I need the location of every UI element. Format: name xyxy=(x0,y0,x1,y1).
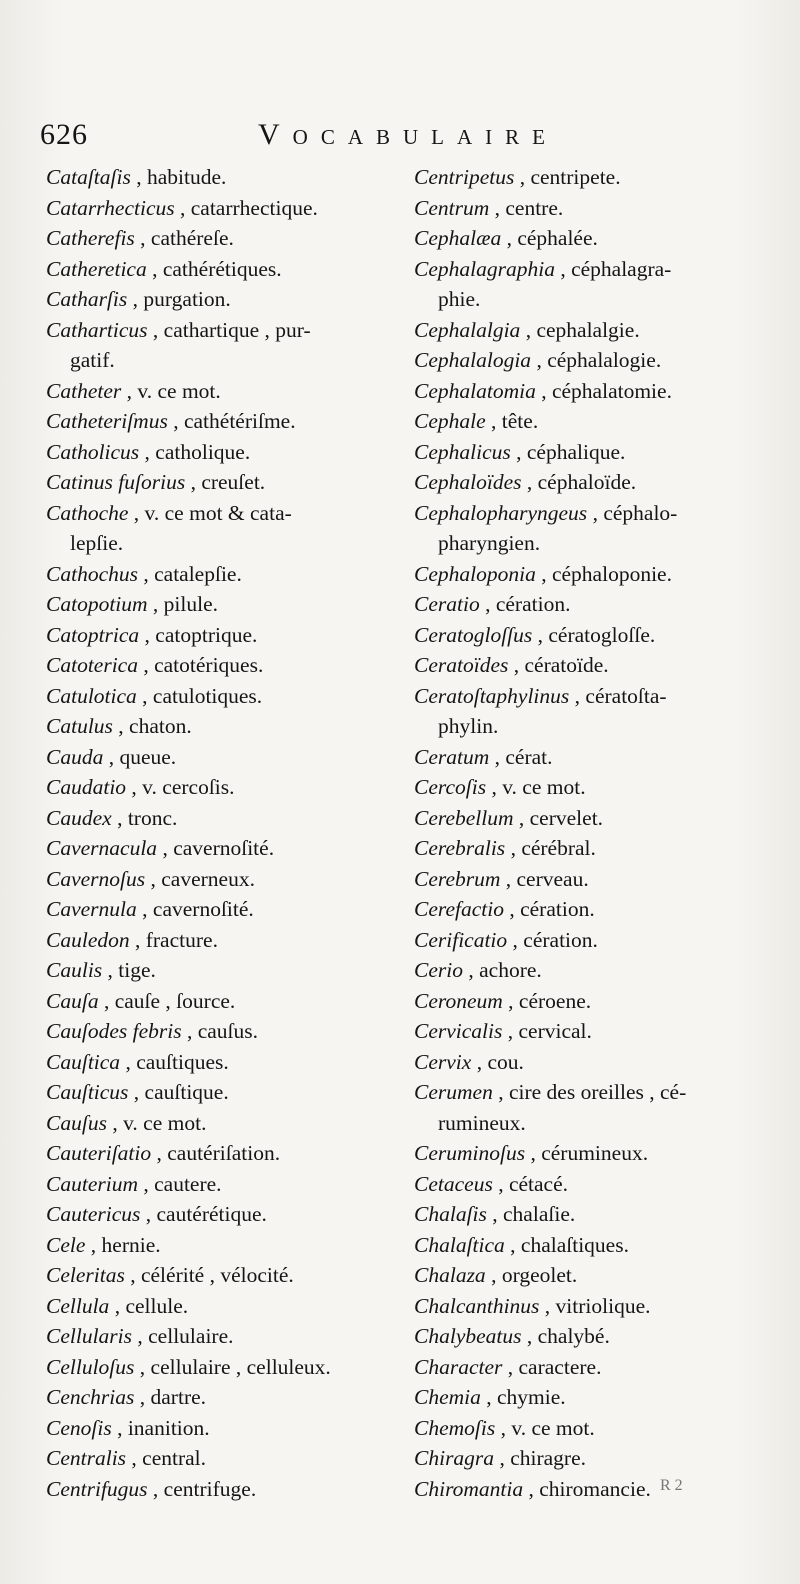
entry-definition: , cauſe , ſource. xyxy=(98,988,236,1013)
entry-definition: rumineux. xyxy=(438,1110,526,1135)
dictionary-entry xyxy=(46,528,406,559)
entry-term: Cerefactio xyxy=(414,897,504,921)
entry-definition: , cathartique , pur- xyxy=(147,317,311,342)
entry-definition: , cephalalgie. xyxy=(520,317,640,342)
entry-definition: , tête. xyxy=(485,409,539,433)
entry-term: Ceroneum xyxy=(414,988,503,1013)
entry-definition: , cération. xyxy=(479,592,571,616)
entry-definition: , célérité , vélocité. xyxy=(124,1263,294,1287)
entry-term: Ceratio xyxy=(414,592,480,616)
entry-term: Cauſodes febris xyxy=(46,1019,182,1043)
dictionary-entry xyxy=(46,620,406,651)
entry-definition: , v. cercoſis. xyxy=(126,775,235,799)
entry-definition: , dartre. xyxy=(134,1385,207,1409)
dictionary-entry xyxy=(414,772,776,803)
entry-definition: , cérumineux. xyxy=(525,1141,649,1165)
entry-term: Cathoche xyxy=(46,500,129,525)
entry-term: Cephaloïdes xyxy=(414,470,522,494)
dictionary-entry xyxy=(414,284,776,315)
dictionary-entry xyxy=(46,894,406,925)
entry-definition: , cautériſation. xyxy=(151,1141,281,1165)
entry-definition: , céphalique. xyxy=(510,439,626,464)
entry-definition: , cellulaire , celluleux. xyxy=(134,1354,331,1379)
dictionary-entry xyxy=(414,650,776,681)
entry-term: Cephalæa xyxy=(414,226,502,250)
entry-definition: phylin. xyxy=(438,714,499,738)
dictionary-entry xyxy=(414,1321,776,1352)
entry-term: Cathochus xyxy=(46,561,138,586)
entry-term: Chalybeatus xyxy=(414,1324,522,1348)
dictionary-entry xyxy=(46,345,406,376)
page-header xyxy=(40,118,770,158)
entry-term: Cauledon xyxy=(46,927,130,952)
entry-definition: , cauſus. xyxy=(181,1019,259,1043)
entry-definition: , céphalée. xyxy=(501,226,598,250)
entry-definition: , cauſtique. xyxy=(128,1080,229,1104)
entry-term: Cephaloponia xyxy=(414,561,536,586)
entry-definition: , purgation. xyxy=(127,287,231,311)
dictionary-entry xyxy=(414,925,776,956)
entry-term: Chalaſis xyxy=(414,1202,487,1226)
dictionary-entry xyxy=(414,498,776,529)
entry-term: Catheter xyxy=(46,378,122,403)
dictionary-entry xyxy=(46,803,406,834)
dictionary-entry xyxy=(414,1382,776,1413)
entry-definition: , centripete. xyxy=(514,165,621,189)
entry-term: Cephalalgia xyxy=(414,317,521,342)
entry-term: Cataſtaſis xyxy=(46,165,131,189)
entry-definition: , catholique. xyxy=(139,439,251,464)
running-title: Vocabulaire xyxy=(258,118,558,151)
entry-term: Ceratum xyxy=(414,744,490,769)
entry-definition: , catoptrique. xyxy=(139,622,258,647)
dictionary-entry xyxy=(46,955,406,986)
entry-term: Chalaſtica xyxy=(414,1232,505,1257)
entry-term: Celluloſus xyxy=(46,1354,135,1379)
dictionary-entry xyxy=(46,559,406,590)
dictionary-entry xyxy=(414,1169,776,1200)
entry-definition: , centrifuge. xyxy=(147,1476,257,1501)
signature-mark: R 2 xyxy=(660,1477,683,1494)
dictionary-entry xyxy=(46,376,406,407)
entry-term: Cephalatomia xyxy=(414,378,536,403)
entry-term: Cerificatio xyxy=(414,927,508,952)
entry-term: Catherefis xyxy=(46,226,135,250)
entry-definition: gatif. xyxy=(70,348,115,372)
dictionary-entry xyxy=(46,1077,406,1108)
entry-term: Cauteriſatio xyxy=(46,1141,152,1165)
entry-definition: , cavernoſité. xyxy=(136,897,254,921)
entry-definition: , v. ce mot & cata- xyxy=(128,500,292,525)
entry-term: Catarrhecticus xyxy=(46,195,175,220)
entry-term: Caudex xyxy=(46,805,112,830)
dictionary-entry xyxy=(46,315,406,346)
entry-definition: , céphalalogie. xyxy=(531,348,662,372)
entry-definition: , cathéreſe. xyxy=(134,226,234,250)
dictionary-entry xyxy=(414,254,776,285)
entry-definition: , catarrhectique. xyxy=(174,195,318,220)
dictionary-entry xyxy=(46,1260,406,1291)
entry-term: Chiromantia xyxy=(414,1476,524,1501)
entry-term: Catoterica xyxy=(46,653,138,677)
dictionary-entry xyxy=(414,315,776,346)
entry-term: Ceratogloſſus xyxy=(414,622,533,647)
entry-term: Catharſis xyxy=(46,287,128,311)
entry-definition: , cérébral. xyxy=(505,836,596,860)
entry-definition: , céphalagra- xyxy=(554,256,672,281)
entry-definition: , cauſtiques. xyxy=(120,1049,229,1074)
entry-term: Centrifugus xyxy=(46,1476,148,1501)
entry-term: Cavernacula xyxy=(46,836,158,860)
entry-term: Cele xyxy=(46,1232,86,1257)
dictionary-entry xyxy=(46,1443,406,1474)
dictionary-entry xyxy=(414,955,776,986)
entry-term: Caudatio xyxy=(46,775,127,799)
dictionary-entry xyxy=(46,437,406,468)
entry-term: Catulotica xyxy=(46,683,137,708)
entry-term: Cauda xyxy=(46,744,104,769)
entry-term: Catopotium xyxy=(46,592,148,616)
entry-definition: , céphaloponie. xyxy=(535,561,672,586)
entry-definition: , central. xyxy=(126,1446,207,1470)
dictionary-entry xyxy=(414,711,776,742)
entry-definition: , v. ce mot. xyxy=(495,1415,595,1440)
entry-term: Cervicalis xyxy=(414,1019,503,1043)
entry-definition: , caractere. xyxy=(502,1354,602,1379)
entry-term: Ceratoïdes xyxy=(414,653,509,677)
entry-definition: , centre. xyxy=(489,195,564,220)
dictionary-entry xyxy=(46,681,406,712)
entry-term: Chalcanthinus xyxy=(414,1293,540,1318)
entry-definition: , cellule. xyxy=(109,1293,189,1318)
entry-definition: pharyngien. xyxy=(438,531,541,555)
entry-term: Cephalicus xyxy=(414,439,511,464)
entry-term: Cerebralis xyxy=(414,836,506,860)
entry-definition: , catulotiques. xyxy=(136,683,263,708)
entry-definition: , achore. xyxy=(462,958,542,982)
entry-term: Cervix xyxy=(414,1049,472,1074)
entry-term: Centrum xyxy=(414,195,490,220)
entry-definition: , cathérétiques. xyxy=(146,256,282,281)
dictionary-entry xyxy=(414,406,776,437)
dictionary-entry xyxy=(46,1230,406,1261)
entry-definition: , cellulaire. xyxy=(132,1324,234,1348)
page-number: 626 xyxy=(40,118,88,151)
dictionary-entry xyxy=(414,986,776,1017)
right-column xyxy=(414,162,776,1504)
dictionary-entry xyxy=(46,254,406,285)
dictionary-entry xyxy=(414,1138,776,1169)
entry-term: Caulis xyxy=(46,958,103,982)
dictionary-entry xyxy=(414,894,776,925)
entry-term: Cetaceus xyxy=(414,1171,493,1196)
entry-definition: , orgeolet. xyxy=(485,1263,578,1287)
entry-definition: , cavernoſité. xyxy=(157,836,275,860)
entry-definition: , céroene. xyxy=(502,988,592,1013)
entry-definition: , céphaloïde. xyxy=(521,470,637,494)
dictionary-entry xyxy=(414,1352,776,1383)
entry-definition: , cératoſta- xyxy=(569,683,667,708)
dictionary-entry xyxy=(46,223,406,254)
dictionary-entry xyxy=(414,528,776,559)
entry-definition: , caverneux. xyxy=(145,866,255,891)
entry-definition: , chymie. xyxy=(480,1385,566,1409)
dictionary-entry xyxy=(414,345,776,376)
left-column xyxy=(46,162,406,1504)
dictionary-entry xyxy=(414,681,776,712)
dictionary-entry xyxy=(414,376,776,407)
dictionary-entry xyxy=(46,1199,406,1230)
entry-definition: , cerveau. xyxy=(500,866,589,891)
dictionary-entry xyxy=(46,772,406,803)
entry-definition: , cautere. xyxy=(137,1171,222,1196)
entry-definition: , cérat. xyxy=(489,744,553,769)
entry-definition: , cautérétique. xyxy=(140,1202,267,1226)
entry-term: Cephalagraphia xyxy=(414,256,555,281)
dictionary-entry xyxy=(414,1199,776,1230)
entry-definition: , catotériques. xyxy=(137,653,264,677)
entry-term: Chiragra xyxy=(414,1446,495,1470)
entry-term: Cellularis xyxy=(46,1324,133,1348)
entry-term: Centralis xyxy=(46,1446,127,1470)
dictionary-entry xyxy=(46,1291,406,1322)
dictionary-entry xyxy=(46,589,406,620)
dictionary-entry xyxy=(414,193,776,224)
dictionary-entry xyxy=(46,1047,406,1078)
dictionary-entry xyxy=(46,498,406,529)
entry-term: Cephalopharyngeus xyxy=(414,500,588,525)
entry-term: Celeritas xyxy=(46,1263,125,1287)
entry-term: Chemoſis xyxy=(414,1415,496,1440)
entry-definition: phie. xyxy=(438,287,481,311)
entry-definition: , v. ce mot. xyxy=(121,378,221,403)
entry-definition: , chiromancie. xyxy=(523,1476,651,1501)
entry-definition: , pilule. xyxy=(147,592,219,616)
entry-definition: , chalybé. xyxy=(521,1324,610,1348)
entry-term: Chalaza xyxy=(414,1263,486,1287)
dictionary-entry xyxy=(46,1108,406,1139)
dictionary-entry xyxy=(414,437,776,468)
entry-term: Catheretica xyxy=(46,256,147,281)
entry-definition: , inanition. xyxy=(111,1415,210,1440)
dictionary-entry xyxy=(46,1016,406,1047)
dictionary-entry xyxy=(46,925,406,956)
entry-definition: , v. ce mot. xyxy=(106,1110,207,1135)
dictionary-entry xyxy=(414,803,776,834)
entry-term: Cauſticus xyxy=(46,1080,129,1104)
entry-term: Centripetus xyxy=(414,165,515,189)
entry-term: Catinus fuſorius xyxy=(46,470,186,494)
dictionary-entry xyxy=(414,1413,776,1444)
dictionary-entry xyxy=(46,162,406,193)
entry-definition: , creuſet. xyxy=(185,470,266,494)
dictionary-entry xyxy=(46,193,406,224)
entry-term: Cauſtica xyxy=(46,1049,121,1074)
entry-definition: , chalaſie. xyxy=(486,1202,576,1226)
dictionary-entry xyxy=(414,589,776,620)
entry-definition: , céphalo- xyxy=(587,500,678,525)
dictionary-entry xyxy=(46,467,406,498)
dictionary-entry xyxy=(46,864,406,895)
dictionary-entry xyxy=(46,833,406,864)
entry-term: Catholicus xyxy=(46,439,140,464)
entry-term: Cephalalogia xyxy=(414,348,532,372)
entry-definition: , chalaſtiques. xyxy=(504,1232,629,1257)
dictionary-entry xyxy=(46,1352,406,1383)
entry-term: Cellula xyxy=(46,1293,110,1318)
entry-term: Cavernula xyxy=(46,897,137,921)
entry-definition: , cou. xyxy=(471,1049,524,1074)
dictionary-entry xyxy=(46,406,406,437)
entry-term: Catharticus xyxy=(46,317,148,342)
dictionary-entry xyxy=(414,833,776,864)
dictionary-entry xyxy=(46,284,406,315)
entry-definition: , cire des oreilles , cé- xyxy=(492,1080,687,1104)
entry-definition: , v. ce mot. xyxy=(486,775,586,799)
dictionary-entry xyxy=(46,742,406,773)
entry-term: Cephale xyxy=(414,409,486,433)
entry-definition: , fracture. xyxy=(129,927,218,952)
dictionary-entry xyxy=(46,1321,406,1352)
dictionary-entry xyxy=(414,1260,776,1291)
entry-term: Cauſa xyxy=(46,988,99,1013)
dictionary-entry xyxy=(414,742,776,773)
entry-term: Chemia xyxy=(414,1385,481,1409)
entry-term: Cauterium xyxy=(46,1171,138,1196)
dictionary-entry xyxy=(414,559,776,590)
dictionary-entry xyxy=(414,1077,776,1108)
dictionary-entry xyxy=(414,620,776,651)
dictionary-entry xyxy=(46,650,406,681)
dictionary-entry xyxy=(46,1474,406,1505)
entry-definition: , cération. xyxy=(503,897,595,921)
dictionary-entry xyxy=(414,223,776,254)
entry-definition: , habitude. xyxy=(130,165,227,189)
entry-definition: , cathétériſme. xyxy=(167,409,296,433)
entry-definition: , hernie. xyxy=(85,1232,161,1257)
entry-definition: , queue. xyxy=(103,744,177,769)
dictionary-entry xyxy=(414,1047,776,1078)
entry-term: Cerebrum xyxy=(414,866,501,891)
entry-term: Cercoſis xyxy=(414,775,487,799)
entry-term: Catulus xyxy=(46,714,113,738)
entry-definition: , cératoïde. xyxy=(508,653,609,677)
dictionary-entry xyxy=(414,1291,776,1322)
entry-term: Cenoſis xyxy=(46,1415,112,1440)
entry-definition: , cervelet. xyxy=(513,805,604,830)
entry-term: Cerebellum xyxy=(414,805,514,830)
dictionary-entry xyxy=(414,1230,776,1261)
entry-definition: , tige. xyxy=(102,958,156,982)
entry-term: Cerumen xyxy=(414,1080,493,1104)
dictionary-entry xyxy=(46,1382,406,1413)
dictionary-entry xyxy=(414,162,776,193)
dictionary-entry xyxy=(414,1108,776,1139)
entry-definition: , tronc. xyxy=(111,805,178,830)
dictionary-entry xyxy=(46,986,406,1017)
entry-term: Cautericus xyxy=(46,1202,141,1226)
entry-definition: , chaton. xyxy=(112,714,192,738)
dictionary-entry xyxy=(46,1413,406,1444)
dictionary-entry xyxy=(414,864,776,895)
dictionary-entry xyxy=(414,1443,776,1474)
entry-term: Character xyxy=(414,1354,503,1379)
entry-definition: , céphalatomie. xyxy=(535,378,672,403)
dictionary-entry xyxy=(414,467,776,498)
entry-definition: , vitriolique. xyxy=(539,1293,651,1318)
entry-term: Cerio xyxy=(414,958,463,982)
entry-term: Ceratoſtaphylinus xyxy=(414,683,570,708)
dictionary-entry xyxy=(46,711,406,742)
entry-definition: , cervical. xyxy=(502,1019,592,1043)
entry-term: Cavernoſus xyxy=(46,866,146,891)
dictionary-entry xyxy=(46,1138,406,1169)
entry-definition: , cératogloſſe. xyxy=(532,622,656,647)
entry-term: Cenchrias xyxy=(46,1385,135,1409)
entry-definition: , cétacé. xyxy=(492,1171,568,1196)
dictionary-entry xyxy=(46,1169,406,1200)
dictionary-entry xyxy=(414,1016,776,1047)
entry-term: Ceruminoſus xyxy=(414,1141,526,1165)
dictionary-entry xyxy=(414,1474,776,1505)
entry-term: Cauſus xyxy=(46,1110,107,1135)
entry-term: Catoptrica xyxy=(46,622,140,647)
entry-term: Catheteriſmus xyxy=(46,409,168,433)
entry-definition: , cération. xyxy=(507,927,598,952)
entry-definition: , catalepſie. xyxy=(137,561,242,586)
entry-definition: , chiragre. xyxy=(494,1446,586,1470)
entry-definition: lepſie. xyxy=(70,531,124,555)
